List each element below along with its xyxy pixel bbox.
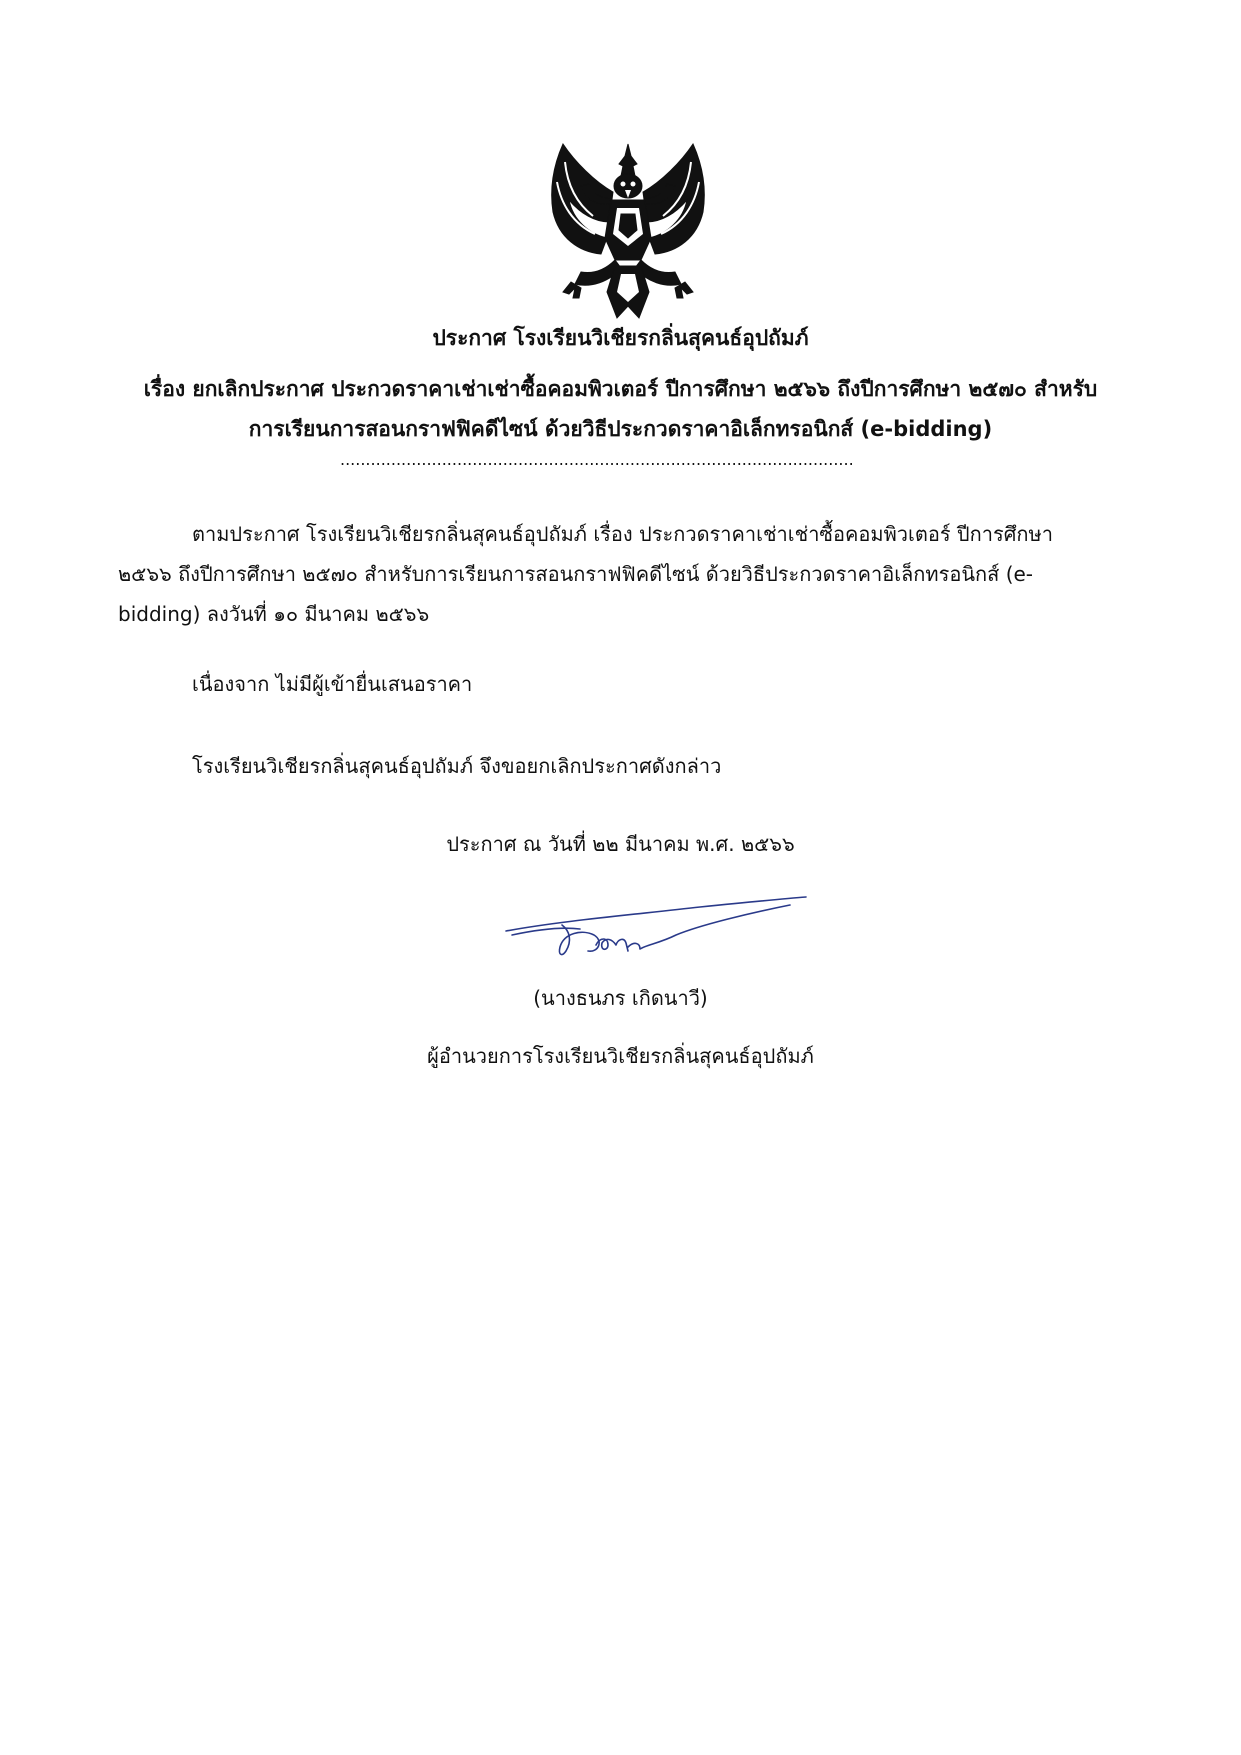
handwritten-signature-icon bbox=[500, 885, 810, 965]
announcement-date: ประกาศ ณ วันที่ ๒๒ มีนาคม พ.ศ. ๒๕๖๖ bbox=[446, 832, 795, 856]
garuda-emblem-icon bbox=[545, 142, 711, 320]
announcement-subject-line2: การเรียนการสอนกราฟฟิคดีไซน์ ด้วยวิธีประกวดราคาอิเล็กทรอนิกส์ (e-bidding) bbox=[248, 417, 993, 441]
dotted-divider: ..................................................................................................... bbox=[340, 450, 854, 469]
announcement-title: ประกาศ โรงเรียนวิเชียรกลิ่นสุคนธ์อุปถัมภ์ bbox=[432, 326, 809, 350]
body-paragraph-reason: เนื่องจาก ไม่มีผู้เข้ายื่นเสนอราคา bbox=[192, 672, 473, 696]
signer-name: (นางธนภร เกิดนาวี) bbox=[533, 986, 708, 1010]
announcement-subject-line1: เรื่อง ยกเลิกประกาศ ประกวดราคาเช่าเช่าซื้อคอมพิวเตอร์ ปีการศึกษา ๒๕๖๖ ถึงปีการศึกษา ๒๕๗๐ สำหรับ bbox=[143, 377, 1098, 401]
signer-position: ผู้อำนวยการโรงเรียนวิเชียรกลิ่นสุคนธ์อุปถัมภ์ bbox=[427, 1044, 814, 1068]
body-paragraph-cancellation: โรงเรียนวิเชียรกลิ่นสุคนธ์อุปถัมภ์ จึงขอยกเลิกประกาศดังกล่าว bbox=[192, 754, 722, 778]
body-paragraph-reference: ตามประกาศ โรงเรียนวิเชียรกลิ่นสุคนธ์อุปถัมภ์ เรื่อง ประกวดราคาเช่าเช่าซื้อคอมพิวเตอร์ ปีการศึกษา ๒๕๖๖ ถึงปีการศึกษา ๒๕๗๐ สำหรับการเรียนการสอนกราฟฟิคดีไซน์ ด้วยวิธีประกวดราคาอิเล็กทรอนิกส์ (e-bidding) ลงวันที่ ๑๐ มีนาคม ๒๕๖๖ bbox=[118, 522, 1053, 626]
